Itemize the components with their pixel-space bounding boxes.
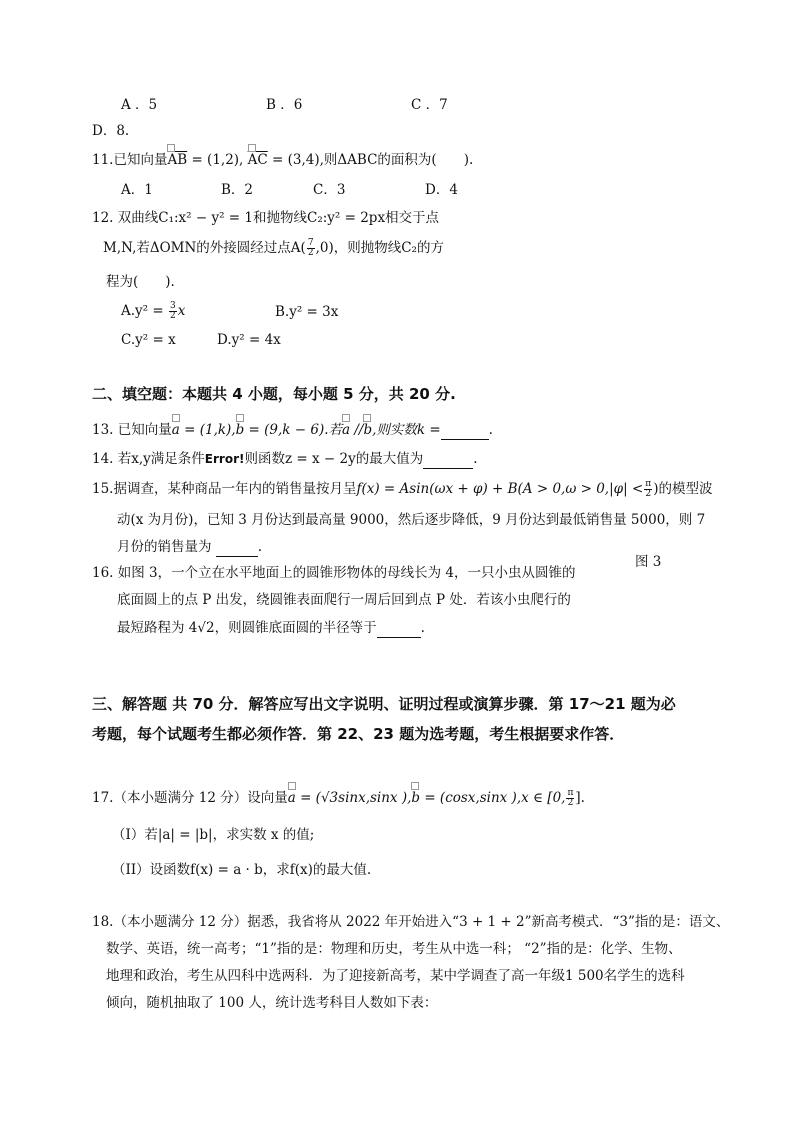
fraction-denominator: 2 bbox=[567, 798, 574, 808]
q11-vector-ab: $\overline{AB}$ bbox=[167, 152, 188, 168]
q12-fraction-3-2 bbox=[169, 302, 177, 321]
q12-line3: 程为( ). bbox=[106, 274, 175, 290]
q15-formula: f(x) = Asin(ωx + φ) + B(A > 0,ω > 0,|φ| < bbox=[356, 481, 644, 497]
fraction-numerator: 7 bbox=[307, 238, 314, 248]
q15-line3-a: 月份的销售量为 bbox=[117, 539, 216, 555]
q13-stem bbox=[92, 421, 493, 440]
q15-line1-c: )的模型波 bbox=[653, 481, 713, 497]
q14-error-text: Error! bbox=[204, 452, 245, 466]
q14-answer-blank bbox=[423, 450, 473, 469]
q17-fraction-pi-2 bbox=[566, 789, 574, 808]
q10-option-c: C ．7 bbox=[411, 97, 448, 113]
q15-line1 bbox=[92, 480, 712, 499]
q12-option-d: D.y² = 4x bbox=[217, 332, 281, 348]
q14-stem bbox=[92, 450, 478, 469]
q11-option-b: B．2 bbox=[221, 182, 254, 198]
q14-text-a: 14. 若x,y满足条件 bbox=[92, 451, 205, 467]
q13-answer-blank bbox=[441, 421, 489, 440]
q17-part1: （Ⅰ）若|a| = |b|，求实数 x 的值; bbox=[112, 827, 315, 843]
q13-vector-a: a = (1,k), bbox=[171, 422, 236, 438]
q12-line2 bbox=[103, 239, 444, 258]
q11-vector-ac: $\overline{AC}$ bbox=[247, 152, 268, 168]
q14-text-b: 则函数z = x − 2y的最大值为 bbox=[244, 451, 424, 467]
q12-line2-b: ,0)，则抛物线C₂的方 bbox=[315, 240, 444, 256]
q15-line2: 动(x 为月份)，已知 3 月份达到最高量 9000，然后逐步降低，9 月份达到最低销售量 5000，则 7 bbox=[117, 512, 706, 528]
q18-line3: 地理和政治，考生从四科中选两科．为了迎接新高考，某中学调查了高一年级1 500名学生的选科 bbox=[106, 968, 685, 984]
q13-period: . bbox=[488, 422, 493, 438]
q14-period: . bbox=[473, 451, 478, 467]
q12-option-a-var: x bbox=[177, 303, 186, 319]
q12-option-a bbox=[121, 302, 185, 321]
q12-option-c: C.y² = x bbox=[121, 332, 176, 348]
q11-number: 11. bbox=[92, 152, 114, 168]
fraction-denominator: 2 bbox=[307, 248, 314, 258]
q16-line2: 底面圆上的点 P 出发，绕圆锥表面爬行一周后回到点 P 处．若该小虫爬行的 bbox=[117, 592, 571, 608]
fraction-numerator: 3 bbox=[169, 301, 176, 311]
q12-fraction-7-2 bbox=[307, 239, 315, 258]
section3-title-line2: 考题，每个试题考生都必须作答．第 22、23 题为选考题，考生根据要求作答． bbox=[92, 725, 625, 743]
q16-line3 bbox=[117, 619, 425, 638]
q12-option-b: B.y² = 3x bbox=[275, 304, 339, 320]
q15-fraction-pi-2 bbox=[644, 480, 652, 499]
q17-stem-d: ]. bbox=[575, 790, 585, 806]
section2-title: 二、填空题：本题共 4 小题，每小题 5 分，共 20 分. bbox=[92, 385, 456, 403]
q16-figure-label: 图 3 bbox=[635, 554, 662, 570]
q17-vector-a: a = (√3sinx,sinx ), bbox=[287, 790, 412, 806]
q11-stem-a: 已知向量 bbox=[113, 152, 168, 168]
q12-option-a-text: A.y² = bbox=[121, 303, 168, 319]
q15-line3 bbox=[117, 538, 262, 557]
q11-stem-c: = (1,2), bbox=[187, 152, 248, 168]
q11-option-c: C．3 bbox=[313, 182, 346, 198]
q13-text-a: 13. 已知向量 bbox=[92, 422, 172, 438]
fraction-denominator: 2 bbox=[169, 311, 176, 321]
q17-stem bbox=[92, 789, 585, 808]
q16-line3-a: 最短路程为 4√2，则圆锥底面圆的半径等于 bbox=[117, 620, 377, 636]
q16-line1: 16. 如图 3，一个立在水平地面上的圆锥形物体的母线长为 4，一只小虫从圆锥的 bbox=[92, 565, 576, 581]
q13-parallel: a // bbox=[342, 422, 364, 438]
q16-answer-blank bbox=[377, 619, 421, 638]
q10-option-a: A ．5 bbox=[121, 97, 158, 113]
q11-stem-e: = (3,4),则ΔABC的面积为( ). bbox=[267, 152, 474, 168]
q15-answer-blank bbox=[216, 538, 258, 557]
q10-option-b: B ．6 bbox=[266, 97, 303, 113]
q17-vector-b: b = (cosx,sinx ),x ∈ [0, bbox=[411, 790, 566, 806]
q11-stem bbox=[92, 151, 473, 169]
q13-vector-b: b = (9,k − 6).若 bbox=[235, 422, 343, 438]
q12-line2-a: M,N,若ΔOMN的外接圆经过点A( bbox=[103, 240, 306, 256]
q17-part2: （II）设函数f(x) = a · b，求f(x)的最大值. bbox=[112, 862, 372, 878]
q18-line1: 18.（本小题满分 12 分）据悉，我省将从 2022 年开始进入“3 + 1 + 2”新高考模式．“3”指的是：语文、 bbox=[92, 914, 730, 930]
q13-text-e: b,则实数k = bbox=[363, 422, 441, 438]
q12-line1: 12. 双曲线C₁:x² − y² = 1和抛物线C₂:y² = 2px相交于点 bbox=[92, 210, 440, 226]
q15-period: . bbox=[257, 539, 263, 555]
q18-line4: 倾向，随机抽取了 100 人，统计选考科目人数如下表： bbox=[106, 995, 438, 1011]
q15-line1-a: 15.据调查，某种商品一年内的销售量按月呈 bbox=[92, 481, 357, 497]
q10-option-d: D．8. bbox=[92, 123, 130, 139]
fraction-numerator: π bbox=[645, 479, 652, 489]
section3-title-line1: 三、解答题 共 70 分．解答应写出文字说明、证明过程或演算步骤．第 17～21 题为必 bbox=[92, 695, 676, 713]
q16-period: . bbox=[420, 620, 425, 636]
q18-line2: 数学、英语，统一高考；“1”指的是：物理和历史，考生从中选一科； “2”指的是：化学、生物、 bbox=[106, 941, 682, 957]
q17-stem-a: 17.（本小题满分 12 分）设向量 bbox=[92, 790, 288, 806]
q11-option-d: D．4 bbox=[425, 182, 458, 198]
fraction-numerator: π bbox=[567, 788, 574, 798]
fraction-denominator: 2 bbox=[645, 489, 652, 499]
q11-option-a: A．1 bbox=[121, 182, 153, 198]
